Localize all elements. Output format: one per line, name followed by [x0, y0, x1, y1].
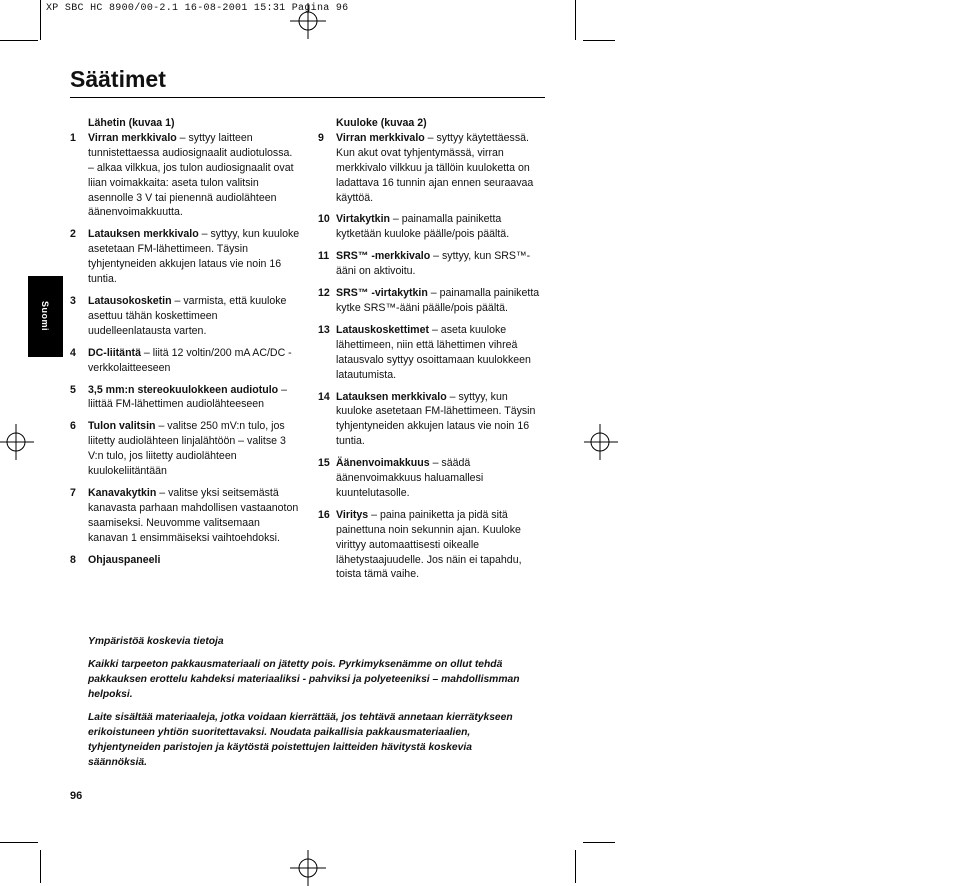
item-description: – painamalla painiketta kytketään kuuloke päälle/pois päältä.	[336, 213, 510, 241]
item-description: – valitse 250 mV:n tulo, jos liitetty audiolähteen linjalähtöön – valitse 3 V:n tulo, jos liitetty audiolähteen kuulokeliitäntään	[88, 420, 286, 478]
list-item	[318, 212, 546, 242]
item-text	[88, 294, 300, 339]
list-item	[70, 346, 300, 376]
item-text	[88, 131, 300, 220]
crop-mark	[0, 842, 38, 843]
item-number: 5	[70, 383, 76, 396]
item-text	[88, 227, 300, 287]
section-heading: Lähetin (kuvaa 1)	[88, 117, 175, 129]
item-text	[88, 383, 300, 413]
item-number: 13	[318, 323, 330, 336]
registration-mark-icon	[582, 424, 618, 460]
item-name: Kanavakytkin	[88, 486, 157, 499]
item-number: 6	[70, 420, 76, 433]
item-name: Latausokosketin	[88, 294, 172, 307]
item-text	[336, 131, 546, 206]
list-item	[318, 323, 546, 383]
item-name: Latauksen merkkivalo	[88, 228, 199, 241]
item-number: 15	[318, 457, 330, 470]
item-number: 9	[318, 131, 324, 144]
list-item	[70, 294, 300, 339]
list-item	[70, 227, 300, 287]
item-number: 8	[70, 553, 76, 566]
item-name: Latauskoskettimet	[336, 323, 430, 336]
item-text	[88, 553, 300, 568]
item-description: – syttyy, kun SRS™-ääni on aktivoitu.	[336, 250, 531, 278]
item-number: 16	[318, 508, 330, 521]
environment-paragraph: Laite sisältää materiaaleja, jotka voidaan kierrättää, jos tehtävä annetaan kierrätykseen erikoistuneen yhtiön suoritettavaksi. Noudata paikallisia pakkausmateriaalien, tyhjentyneiden paristojen ja käytöstä poistettujen laitteiden hävitystä koskevia säännöksiä.	[88, 712, 513, 768]
list-item	[70, 131, 300, 220]
item-text	[88, 486, 300, 546]
item-name: Virran merkkivalo	[88, 131, 177, 144]
language-tab-label: Suomi	[40, 300, 50, 332]
crop-mark	[0, 40, 38, 41]
registration-mark-icon	[0, 424, 36, 460]
item-description: – liittää FM-lähettimen audiolähteeseen	[88, 383, 287, 411]
list-item	[70, 419, 300, 479]
registration-mark-icon	[290, 850, 326, 886]
item-number: 1	[70, 131, 76, 144]
list-item	[318, 249, 546, 279]
page-number: 96	[70, 790, 83, 802]
crop-mark	[583, 40, 615, 41]
item-text	[336, 456, 546, 501]
item-number: 4	[70, 346, 76, 359]
list-item	[70, 553, 300, 568]
list-item	[318, 286, 546, 316]
item-description: – painamalla painiketta kytke SRS™-ääni päälle/pois päältä.	[336, 287, 540, 314]
item-name: Ohjauspaneeli	[88, 553, 161, 566]
item-number: 2	[70, 228, 76, 241]
crop-mark	[575, 850, 576, 883]
item-text	[88, 419, 300, 479]
list-item	[318, 508, 546, 583]
list-item	[318, 456, 546, 501]
crop-mark	[583, 842, 615, 843]
item-name: SRS™ -virtakytkin	[336, 287, 428, 300]
item-number: 7	[70, 486, 76, 499]
item-description: – syttyy, kun kuuloke asetetaan FM-lähettimeen. Täysin tyhjentyneiden akkujen lataus vie noin 16 tuntia.	[88, 228, 300, 286]
item-description: – paina painiketta ja pidä sitä painettuna noin sekunnin ajan. Kuuloke virittyy automaattisesti oikealle lähetystaajuudelle. Jos näin ei tapahdu, toista tämä vaihe.	[336, 508, 522, 581]
item-name: DC-liitäntä	[88, 346, 141, 359]
item-name: SRS™ -merkkivalo	[336, 250, 431, 263]
environment-paragraph: Kaikki tarpeeton pakkausmateriaali on jätetty pois. Pyrkimyksenämme on ollut tehdä pakkauksen erottelu kahdeksi materiaaliksi - pahviksi ja polyeteeniksi – mahdollismman helpoksi.	[88, 659, 520, 700]
page-title: Säätimet	[70, 66, 166, 92]
item-name: Latauksen merkkivalo	[336, 390, 447, 403]
control-list	[318, 131, 546, 582]
item-name: Tulon valitsin	[88, 420, 156, 433]
item-description: – varmista, että kuuloke asettuu tähän koskettimeen uudelleenlatausta varten.	[88, 294, 287, 337]
item-description: – valitse yksi seitsemästä kanavasta parhaan mahdollisen vastaanoton saamiseksi. Neuvomme valitsemaan kanavan 1 ensimmäiseksi vaihtoehdoksi.	[88, 486, 299, 544]
list-item	[70, 486, 300, 546]
section-heading: Kuuloke (kuvaa 2)	[336, 117, 427, 129]
item-text	[336, 212, 546, 242]
item-text	[336, 323, 546, 383]
crop-mark	[40, 850, 41, 883]
item-number: 12	[318, 287, 330, 300]
item-name: Virran merkkivalo	[336, 131, 425, 144]
item-number: 10	[318, 213, 330, 226]
item-text	[336, 249, 546, 279]
list-item	[70, 383, 300, 413]
item-description: – syttyy käytettäessä. Kun akut ovat tyhjentymässä, virran merkkivalo vilkkuu ja tällöin kuuloketta on ladattava 16 tunnin ajan ennen seuraavaa käyttöä.	[336, 131, 534, 204]
item-text	[88, 346, 300, 376]
crop-mark	[575, 0, 576, 40]
item-description: – liitä 12 voltin/200 mA AC/DC -verkkolaitteeseen	[88, 346, 292, 374]
item-number: 11	[318, 250, 330, 263]
control-list	[70, 131, 300, 568]
item-name: 3,5 mm:n stereokuulokkeen audiotulo	[88, 383, 279, 396]
title-rule	[70, 97, 545, 98]
item-description: – syttyy, kun kuuloke asetetaan FM-lähettimeen. Täysin tyhjentyneiden akkujen lataus vie noin 16 tuntia.	[336, 390, 536, 448]
print-header: XP SBC HC 8900/00-2.1 16-08-2001 15:31 Pagina 96	[46, 3, 349, 14]
item-text	[336, 286, 546, 316]
item-name: Viritys	[336, 508, 369, 521]
item-description: – aseta kuuloke lähettimeen, niin että lähettimen vihreä latausvalo syttyy osoittamaan kuulokkeen latautumista.	[336, 323, 531, 381]
item-name: Virtakytkin	[336, 213, 390, 226]
transmitter-controls-column	[70, 116, 300, 567]
environment-info	[88, 634, 528, 778]
list-item	[318, 131, 546, 206]
registration-mark-icon	[290, 3, 326, 39]
environment-heading: Ympäristöä koskevia tietoja	[88, 636, 224, 647]
item-number: 14	[318, 390, 330, 403]
item-description: – syttyy laitteen tunnistettaessa audiosignaalit audiotulossa. – alkaa vilkkua, jos tulon audiosignaalit ovat liian voimakkaita: aseta tulon valitsin asennolle 3 V tai pienennä audiolähteen äänenvoimakkuutta.	[88, 131, 294, 219]
headphone-controls-column	[318, 116, 546, 582]
item-name: Äänenvoimakkuus	[336, 457, 430, 470]
item-text	[336, 508, 546, 583]
item-text	[336, 390, 546, 450]
list-item	[318, 390, 546, 450]
item-number: 3	[70, 294, 76, 307]
item-description: – säädä äänenvoimakkuus haluamallesi kuuntelutasolle.	[336, 457, 484, 499]
crop-mark	[40, 0, 41, 40]
